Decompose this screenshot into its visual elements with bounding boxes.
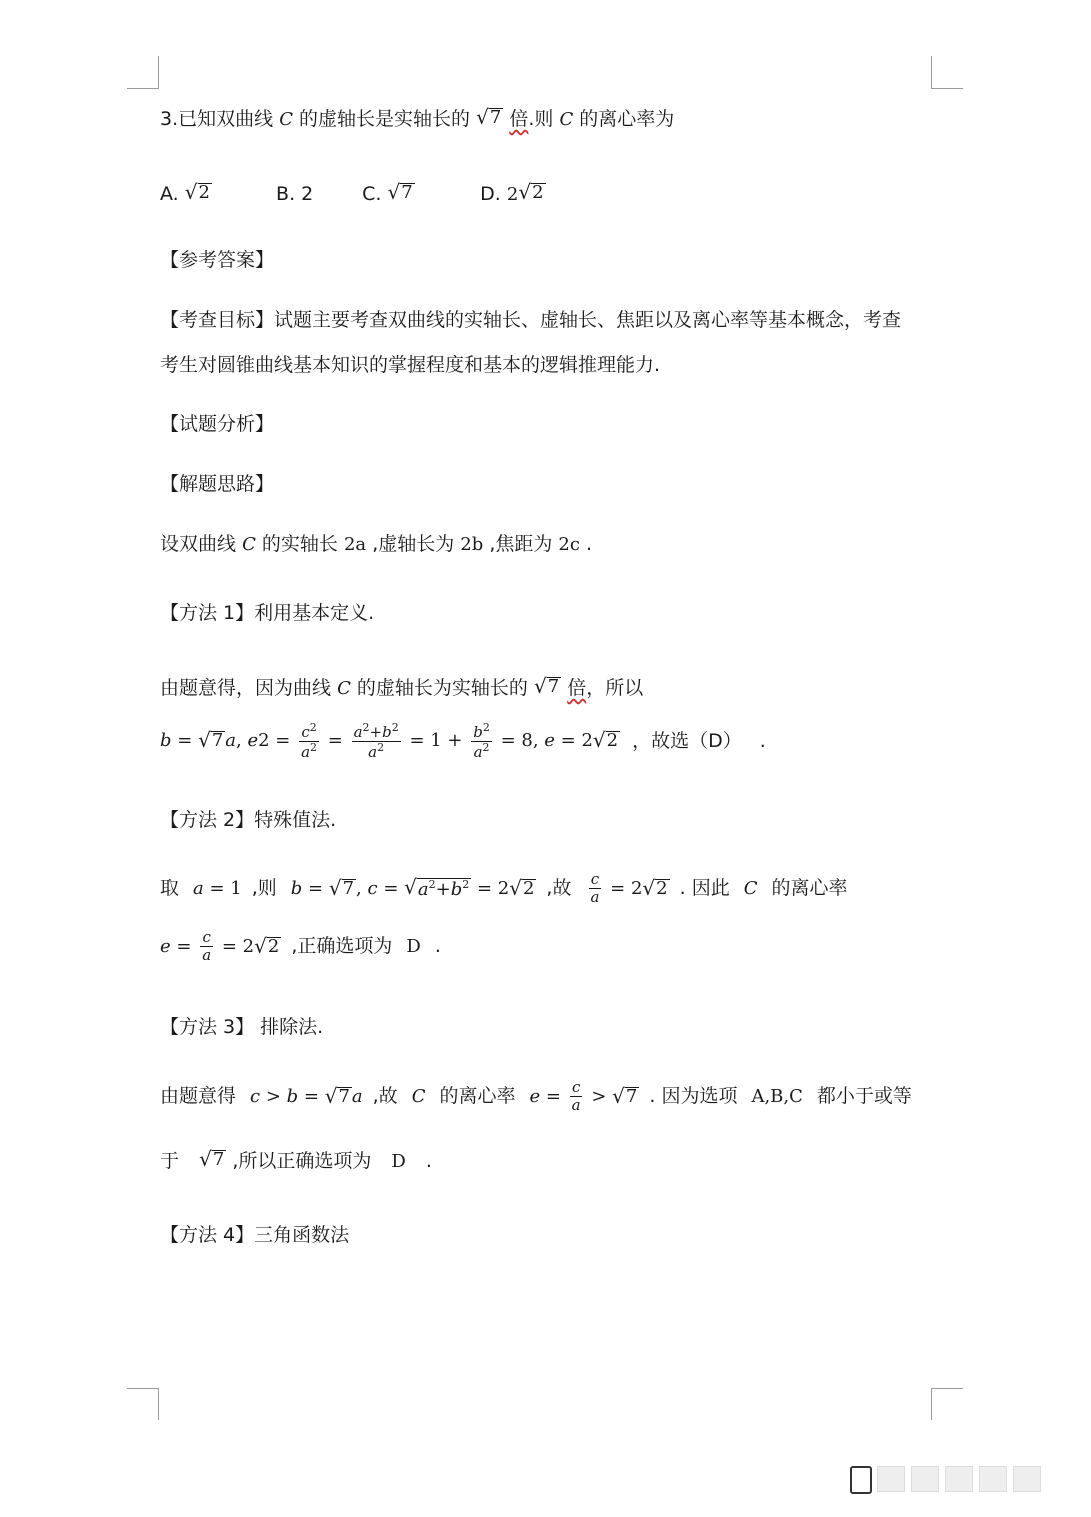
bottom-toolbar (845, 1460, 1065, 1496)
setup-line: 设双曲线 C 的实轴长 2a ,虚轴长为 2b ,焦距为 2c . (160, 533, 593, 555)
crop-mark-top-left (158, 56, 159, 88)
toolbar-icon-3 (945, 1466, 973, 1492)
heading-thinking: 【解题思路】 (160, 473, 275, 495)
sqrt-a2-b2: √ $a^2+b^2$ (404, 874, 470, 900)
crop-mark-bottom-right (931, 1388, 932, 1420)
method1-sqrt7: √ 7 (533, 674, 560, 698)
toolbar-square-icon[interactable] (850, 1466, 872, 1494)
target-text-1: 试题主要考查双曲线的实轴长、虚轴长、焦距以及离心率等基本概念，考查 (274, 309, 902, 331)
method1-title: 【方法 1】利用基本定义. (160, 602, 375, 624)
question-number: 3. (160, 108, 179, 130)
option-c: C. √ 7 (362, 180, 413, 205)
method3-line-2: 于 √ 7 ,所以正确选项为 D . (160, 1147, 432, 1172)
crop-mark-top-right-h (931, 88, 963, 89)
target-line-1 (160, 311, 901, 330)
option-d-sqrt: √ 2 (518, 180, 544, 204)
var-c: C (279, 109, 293, 130)
crop-mark-bottom-left-h (127, 1388, 159, 1389)
method2-line-1: 取 a = 1 ,则 b = √ 7 , c = √ $a^2+b^2$ = 2 √ 2 ,故 $\frac{c}{a}$ = 2 √ 2 . 因此 C 的离心率 (160, 870, 848, 906)
toolbar-icon-4 (979, 1466, 1007, 1492)
toolbar-icon-1 (877, 1466, 905, 1492)
frac-c-a-3: $\frac{c}{a}$ (571, 1078, 581, 1114)
question-text-a: 已知双曲线 (178, 108, 274, 130)
sqrt-seven: √ 7 (476, 105, 502, 129)
crop-mark-top-right (931, 56, 932, 88)
frac-c-a-2: $\frac{c}{a}$ (202, 928, 212, 964)
heading-analysis: 【试题分析】 (160, 413, 275, 435)
option-b: B. 2 (276, 183, 314, 205)
math-2b: 2b (460, 534, 484, 555)
method2-title: 【方法 2】特殊值法. (160, 809, 337, 831)
frac-b2-a2: $\frac{b^2}{a^2}$ (473, 721, 490, 761)
method4-title: 【方法 4】三角函数法 (160, 1224, 350, 1246)
frac-a2b2-a2: $\frac{a^2+b^2}{a^2}$ (353, 721, 399, 761)
question-text-d: 的离心率为 (579, 108, 675, 130)
option-d: D. 2 √ 2 (480, 180, 544, 205)
option-a: A. √ 2 (160, 180, 210, 205)
crop-mark-top-left-h (127, 88, 159, 89)
frac-c2-a2: $\frac{c^2}{a^2}$ (301, 721, 318, 761)
toolbar-icon-5 (1013, 1466, 1041, 1492)
crop-mark-bottom-right-h (931, 1388, 963, 1389)
question-text-b: 的虚轴长是实轴长的 (299, 108, 471, 130)
method1-formula: b = √ 7 a , e 2 = $\frac{c^2}{a^2}$ = $\frac{a^2+b^2}{a^2}$ = 1 + $\frac{b^2}{a^2}$ = 8, e = 2 √ 2 ，故选（D） . (160, 721, 766, 761)
option-a-sqrt: √ 2 (184, 180, 210, 204)
crop-mark-bottom-left (158, 1388, 159, 1420)
options-row (160, 180, 546, 205)
math-2a: 2a (343, 534, 367, 555)
question-text-c: .则 (528, 108, 554, 130)
heading-target: 【考查目标】 (160, 309, 275, 331)
spellcheck-bei: 倍 (509, 108, 529, 130)
method3-line-1: 由题意得 c > b = √ 7 a ,故 C 的离心率 e = $\frac{c}{a}$ > √ 7 . 因为选项 A,B,C 都小于或等 (160, 1078, 912, 1114)
math-2c: 2c (558, 534, 580, 555)
method3-title: 【方法 3】 排除法. (160, 1016, 324, 1038)
spellcheck-bei-2: 倍 (567, 677, 587, 699)
method2-line-2: e = $\frac{c}{a}$ = 2 √ 2 ,正确选项为 D . (160, 928, 441, 964)
heading-answer: 【参考答案】 (160, 249, 275, 271)
frac-c-a: $\frac{c}{a}$ (590, 870, 600, 906)
method1-line-1: 由题意得，因为曲线 C 的虚轴长为实轴长的 √ 7 倍，所以 (160, 674, 644, 699)
option-c-sqrt: √ 7 (387, 180, 413, 204)
var-c-2: C (559, 109, 574, 130)
target-line-2: 考生对圆锥曲线基本知识的掌握程度和基本的逻辑推理能力. (160, 354, 661, 376)
question-line (160, 105, 675, 130)
toolbar-icon-2 (911, 1466, 939, 1492)
